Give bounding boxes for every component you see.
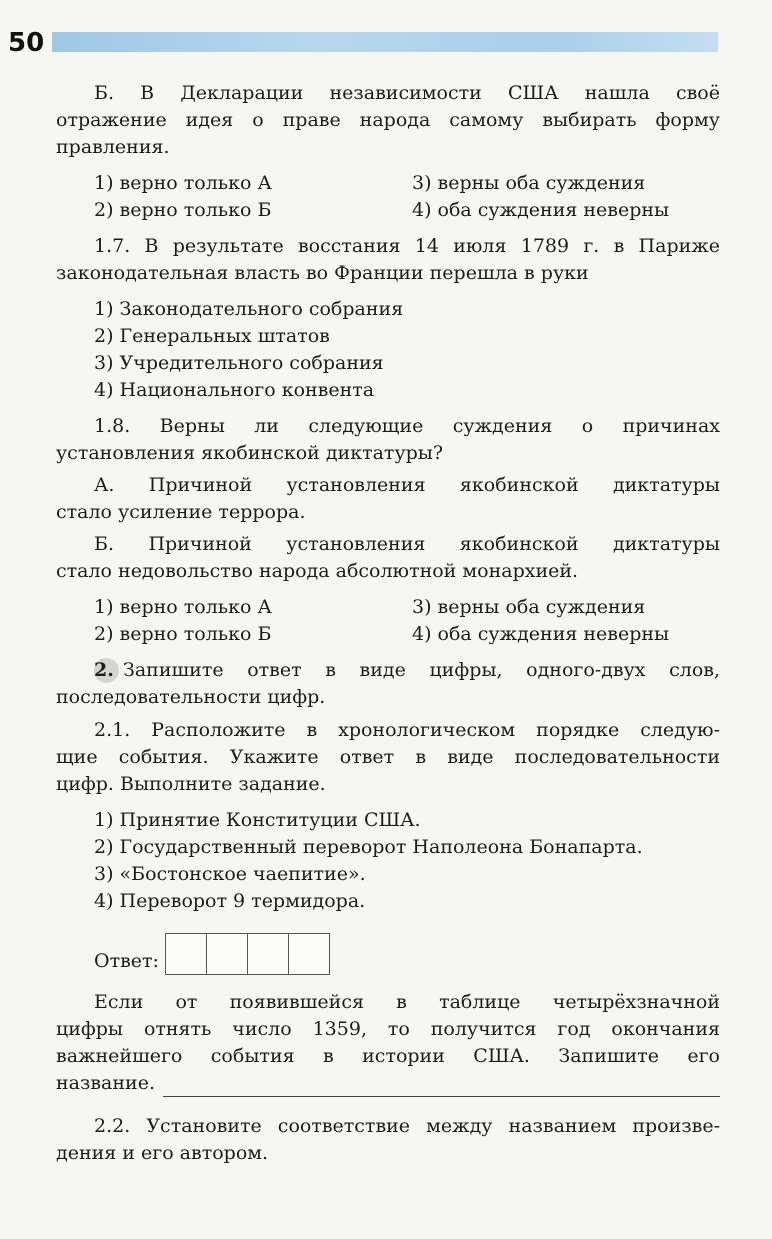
text-line: щие события. Укажите ответ в виде последовательности bbox=[56, 746, 720, 768]
text-line: дения и его автором. bbox=[56, 1142, 269, 1164]
text-line: законодательная власть во Франции перешла в руки bbox=[56, 262, 589, 284]
answer-box[interactable] bbox=[248, 934, 289, 974]
answer-label: Ответ: bbox=[94, 950, 159, 972]
page-number: 50 bbox=[8, 28, 45, 58]
option-1: 1) верно только А bbox=[94, 172, 272, 194]
question-1-8 bbox=[56, 413, 720, 585]
question-1-7 bbox=[56, 233, 720, 287]
text-line: последовательности цифр. bbox=[56, 686, 326, 708]
question-2-2 bbox=[56, 1113, 720, 1167]
header-band bbox=[52, 32, 718, 52]
option-4: 4) оба суждения неверны bbox=[412, 199, 670, 221]
option-2: 2) верно только Б bbox=[94, 199, 272, 221]
text-line: важнейшего события в истории США. Запишите его bbox=[56, 1045, 720, 1067]
text-line: правления. bbox=[56, 136, 170, 158]
section-2-instruction bbox=[56, 657, 720, 711]
text-line: Если от появившейся в таблице четырёхзначной bbox=[94, 991, 720, 1013]
text-line: отражение идея о праве народа самому выбирать форму bbox=[56, 109, 720, 131]
answer-box[interactable] bbox=[166, 934, 207, 974]
options-row bbox=[56, 594, 720, 621]
section-number-badge: 2. bbox=[94, 658, 119, 683]
page-header bbox=[0, 26, 772, 60]
text-line bbox=[56, 657, 720, 684]
option-2: 2) верно только Б bbox=[94, 623, 272, 645]
text-line: 1.8. Верны ли следующие суждения о причинах bbox=[94, 415, 720, 437]
option-4: 4) Национального конвента bbox=[94, 379, 375, 401]
answer-blank-line[interactable] bbox=[163, 1076, 720, 1097]
option-1: 1) Законодательного собрания bbox=[94, 298, 404, 320]
question-1-6-b bbox=[56, 80, 720, 161]
text-line: цифр. Выполните задание. bbox=[56, 773, 326, 795]
options-row bbox=[56, 170, 720, 197]
event-1: 1) Принятие Конституции США. bbox=[94, 809, 421, 831]
section-2-line: Запишите ответ в виде цифры, одного-двух слов, bbox=[123, 659, 720, 681]
option-2: 2) Генеральных штатов bbox=[94, 325, 330, 347]
text-line: цифры отнять число 1359, то получится год окончания bbox=[56, 1018, 720, 1040]
text-line: стало недовольство народа абсолютной монархией. bbox=[56, 560, 579, 582]
answer-box[interactable] bbox=[289, 934, 329, 974]
followup-task bbox=[56, 989, 720, 1097]
answer-row bbox=[56, 933, 720, 975]
event-4: 4) Переворот 9 термидора. bbox=[94, 890, 366, 912]
event-2: 2) Государственный переворот Наполеона Бонапарта. bbox=[94, 836, 643, 858]
option-3: 3) Учредительного собрания bbox=[94, 352, 384, 374]
answer-line-row bbox=[56, 1070, 720, 1097]
options-row bbox=[56, 197, 720, 224]
page-content bbox=[56, 80, 720, 1167]
text-line: установления якобинской диктатуры? bbox=[56, 442, 444, 464]
option-1: 1) верно только А bbox=[94, 596, 272, 618]
text-line: Б. Причиной установления якобинской диктатуры bbox=[94, 533, 720, 555]
text-line: стало усиление террора. bbox=[56, 501, 306, 523]
option-4: 4) оба суждения неверны bbox=[412, 623, 670, 645]
question-2-1 bbox=[56, 717, 720, 798]
answer-boxes bbox=[165, 933, 330, 975]
text-line: название. bbox=[56, 1072, 155, 1094]
text-line: 2.1. Расположите в хронологическом порядке следую- bbox=[94, 719, 720, 741]
text-line: А. Причиной установления якобинской диктатуры bbox=[94, 474, 720, 496]
event-3: 3) «Бостонское чаепитие». bbox=[94, 863, 366, 885]
answer-box[interactable] bbox=[207, 934, 248, 974]
text-line: 1.7. В результате восстания 14 июля 1789 г. в Париже bbox=[94, 235, 720, 257]
options-row bbox=[56, 621, 720, 648]
option-3: 3) верны оба суждения bbox=[412, 172, 646, 194]
text-line: Б. В Декларации независимости США нашла своё bbox=[94, 82, 720, 104]
text-line: 2.2. Установите соответствие между названием произве- bbox=[94, 1115, 720, 1137]
option-3: 3) верны оба суждения bbox=[412, 596, 646, 618]
